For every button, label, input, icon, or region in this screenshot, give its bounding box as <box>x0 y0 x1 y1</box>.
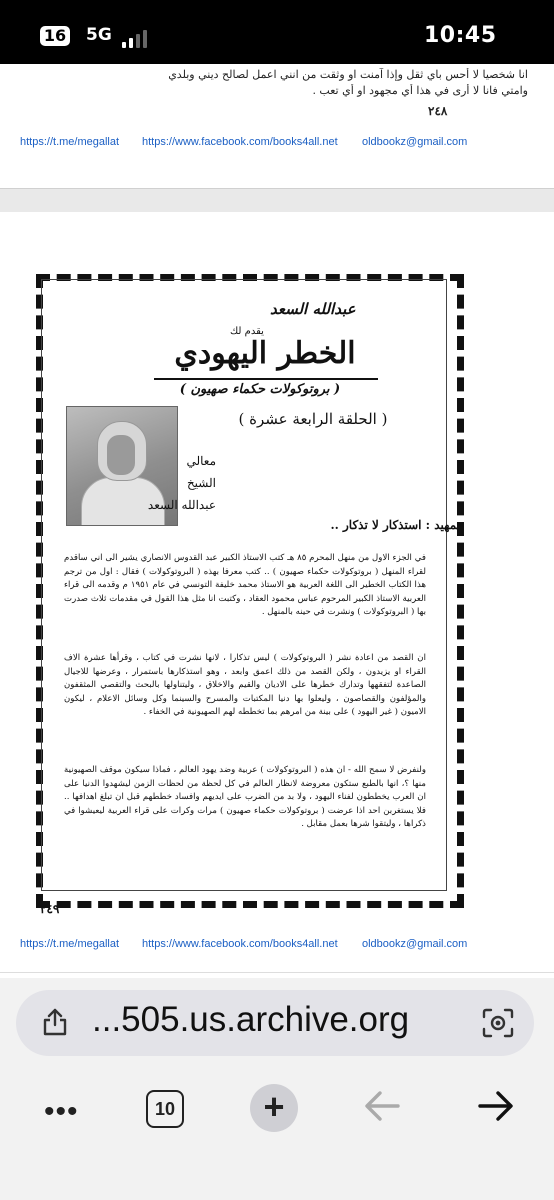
caption-line: معالي <box>186 454 216 468</box>
url-text[interactable]: ...505.us.archive.org <box>92 1000 410 1039</box>
paragraph: ان القصد من اعادة نشر ( البروتوكولات ) ليس تذكارا ، لانها نشرت في كتاب ، وقرأها عشرة الاف القراء او يزيدون ، ولكن القصد من ذلك اعمق وابعد ، وهو استذكارها باستمرار ، وعرضها للاجيال الصاعدة لتفقهها وتدارك خطرها على الاديان والقيم والاخلاق ، وليتناولها بالبحث والتقصي المثقفون والمؤلفون والقصاصون ، وليعلوا بها دنيا المكتبات والمسرح والسينما وكل وسائل الاعلام ، ليكون الاميون ( غير اليهود ) على بينة من امرهم بما تخططه لهم الصهيونية في الخفاء . <box>64 653 426 718</box>
telegram-link[interactable]: https://t.me/megallat <box>20 136 120 148</box>
status-bar <box>0 0 554 64</box>
forward-arrow-icon[interactable] <box>476 1088 516 1124</box>
document-page-previous <box>0 64 554 188</box>
page-number: ٢٤٨ <box>428 104 448 118</box>
facebook-link[interactable]: https://www.facebook.com/books4all.net <box>142 938 338 950</box>
notification-badge: 16 <box>40 26 70 46</box>
author-signature: عبدالله السعد <box>270 300 356 318</box>
document-page-current <box>0 212 554 972</box>
paragraph: ولنفرض لا سمح الله - ان هذه ( البروتوكولات ) عربية وضد يهود العالم ، فماذا سيكون موقف الصهيونية منها ؟، انها بالطبع ستكون معروضة لانظار العالم في كل لحظة من لحظات الزمن ليشهدوا الدنيا على ان العرب يخططون لفناء اليهود ، ولا بد من الضرب على ايديهم وافساد خططهم قبل ان تبلغ اهدافها .. فلا يستغربن احد اذا عرضت ( بروتوكولات حكماء صهيون ) مرات وكرات على قراء العربية ليعيشوا في ذكراها ، وليتقوا شرها بعمل مقابل . <box>64 765 426 830</box>
tab-count-button[interactable]: 10 <box>146 1090 184 1128</box>
page-gap <box>0 188 554 214</box>
caption-line: عبدالله السعد <box>147 498 216 512</box>
title-underline <box>154 378 378 380</box>
article-subtitle: ( بروتوكولات حكماء صهيون ) <box>179 382 341 397</box>
address-bar[interactable] <box>16 990 534 1056</box>
email-link[interactable]: oldbookz@gmail.com <box>362 136 468 148</box>
episode-label: ( الحلقة الرابعة عشرة ) <box>238 410 388 428</box>
paragraph: في الجزء الاول من منهل المحرم ٨٥ هـ كتب الاستاذ الكبير عبد القدوس الانصاري يشير الى اني ساقدم لقراء المنهل ( بروتوكولات حكماء صهيون ) .. كتب معرفا بهذه ( البروتوكولات ) فقال : اول من ترجم هذا الكتاب الخطير الى اللغة العربية هو الاستاذ محمد خليفة التونسي في عام ١٩٥١ م وقدمه الى قراء العربية الاستاذ الكبير المرحوم عباس محمود العقاد ، وكتبت انا مثل هذا القول في مقدمات ثلاث صدرت بها ( البروتوكولات ) ونشرت في حينه بالمنهل . <box>64 553 426 618</box>
facebook-link[interactable]: https://www.facebook.com/books4all.net <box>142 136 338 148</box>
status-time: 10:45 <box>424 23 497 48</box>
more-dots-icon[interactable]: ••• <box>44 1095 79 1128</box>
plus-icon[interactable]: + <box>250 1084 298 1132</box>
email-link[interactable]: oldbookz@gmail.com <box>362 938 468 950</box>
divider <box>0 972 554 973</box>
back-arrow-icon[interactable] <box>362 1088 402 1124</box>
caption-line: الشيخ <box>186 476 216 490</box>
share-icon[interactable] <box>42 1008 68 1036</box>
network-type: 5G <box>86 25 112 45</box>
telegram-link[interactable]: https://t.me/megallat <box>20 938 120 950</box>
presents-label: يقدم لك <box>230 326 264 337</box>
page-number: ٢٤٩ <box>40 902 60 916</box>
intro-heading: تمهيد : استذكار لا تذكار .. <box>330 518 460 532</box>
text-line: انا شخصيا لا أحس باي ثقل وإذا آمنت او وثقت من انني اعمل لصالح ديني وبلدي <box>168 68 528 81</box>
signal-icon <box>122 30 152 48</box>
browser-toolbar <box>0 978 554 1200</box>
reader-mode-icon[interactable] <box>482 1008 514 1038</box>
text-line: وامتي فانا لا أرى في هذا أي مجهود او أي تعب . <box>312 84 528 97</box>
article-title: الخطر اليهودي <box>174 336 356 371</box>
